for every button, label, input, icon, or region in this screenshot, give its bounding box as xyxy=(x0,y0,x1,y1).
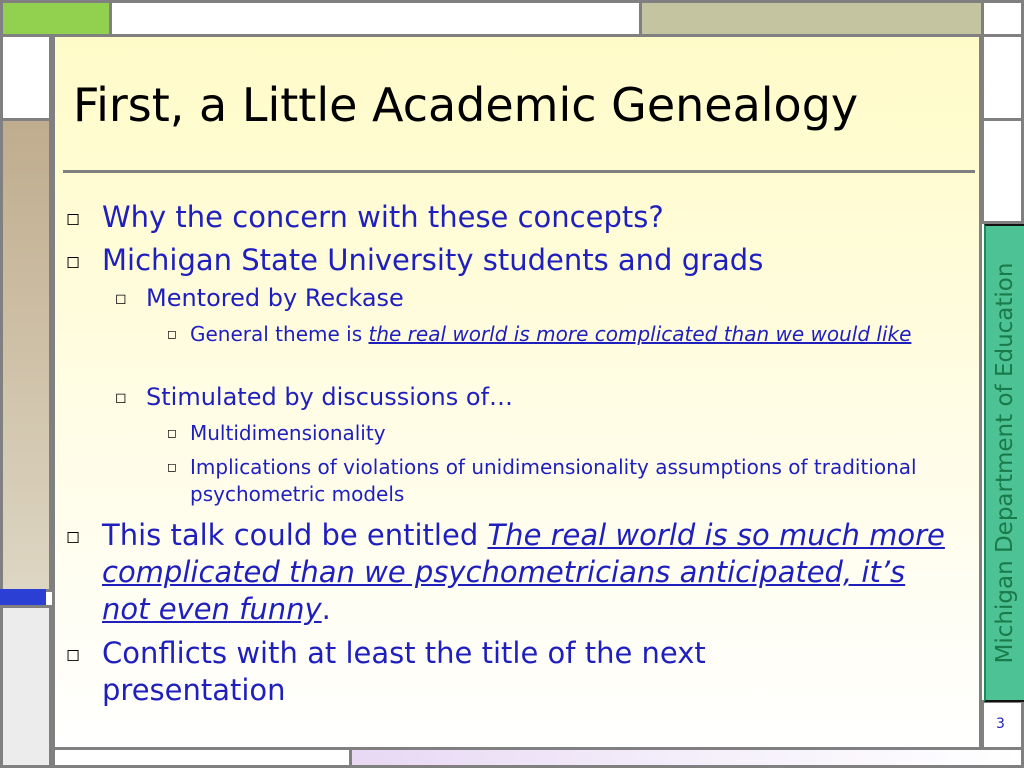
bullet-text: Stimulated by discussions of… xyxy=(146,383,514,411)
bullet-icon: ◻ xyxy=(115,390,127,406)
bullet-text: General theme is xyxy=(190,322,369,346)
bottom-white-block xyxy=(52,747,352,768)
bullet-icon: ◻ xyxy=(115,291,127,307)
list-item xyxy=(55,454,955,508)
bullet-icon: ◻ xyxy=(66,209,81,229)
bullet-icon: ◻ xyxy=(66,252,81,272)
bullet-icon: ◻ xyxy=(167,426,177,440)
bullet-text: Michigan State University students and grads xyxy=(102,243,764,277)
list-item xyxy=(55,635,955,709)
right-top-block xyxy=(981,34,1024,121)
bullet-text: Conflicts with at least the title of the next presentation xyxy=(102,636,706,707)
left-blue-stripe xyxy=(0,589,46,605)
slide-title: First, a Little Academic Genealogy xyxy=(73,78,859,132)
bullet-text: This talk could be entitled xyxy=(102,518,488,552)
bullet-text: Why the concern with these concepts? xyxy=(102,200,664,234)
bullet-icon: ◻ xyxy=(66,527,81,547)
theme-link[interactable]: the real world is more complicated than we would like xyxy=(368,322,912,346)
left-white-block xyxy=(0,34,52,121)
top-right-block xyxy=(981,0,1024,37)
top-green-block xyxy=(0,0,112,37)
slide-number: 3 xyxy=(996,716,1005,732)
list-item xyxy=(55,517,955,628)
left-tan-block xyxy=(0,118,52,592)
bullet-icon: ◻ xyxy=(66,645,81,665)
talk-title-link[interactable]: The real world is so much more complicated than we psychometricians anticipated, it’s not even funny xyxy=(102,518,945,626)
bullet-text: Mentored by Reckase xyxy=(146,284,404,312)
bullet-text: Multidimensionality xyxy=(190,421,386,445)
bottom-gradient-block xyxy=(349,747,1024,768)
bullet-icon: ◻ xyxy=(167,327,177,341)
slide-content-area xyxy=(52,34,982,750)
list-item xyxy=(55,321,955,348)
title-divider xyxy=(63,170,975,173)
left-bottom-block xyxy=(0,605,52,768)
top-khaki-block xyxy=(639,0,984,37)
list-item xyxy=(55,382,955,412)
list-item xyxy=(55,283,955,313)
list-item xyxy=(55,242,955,279)
right-mid-block xyxy=(981,118,1024,224)
sidebar-label: Michigan Department of Education xyxy=(992,262,1018,664)
top-white-block xyxy=(109,0,642,37)
sidebar-tab xyxy=(984,224,1024,702)
list-item xyxy=(55,199,955,236)
bullet-text: Implications of violations of unidimensionality assumptions of traditional psychometric models xyxy=(190,455,917,506)
bullet-text-suffix: . xyxy=(321,592,331,626)
list-item xyxy=(55,420,955,447)
bullet-icon: ◻ xyxy=(167,460,177,474)
